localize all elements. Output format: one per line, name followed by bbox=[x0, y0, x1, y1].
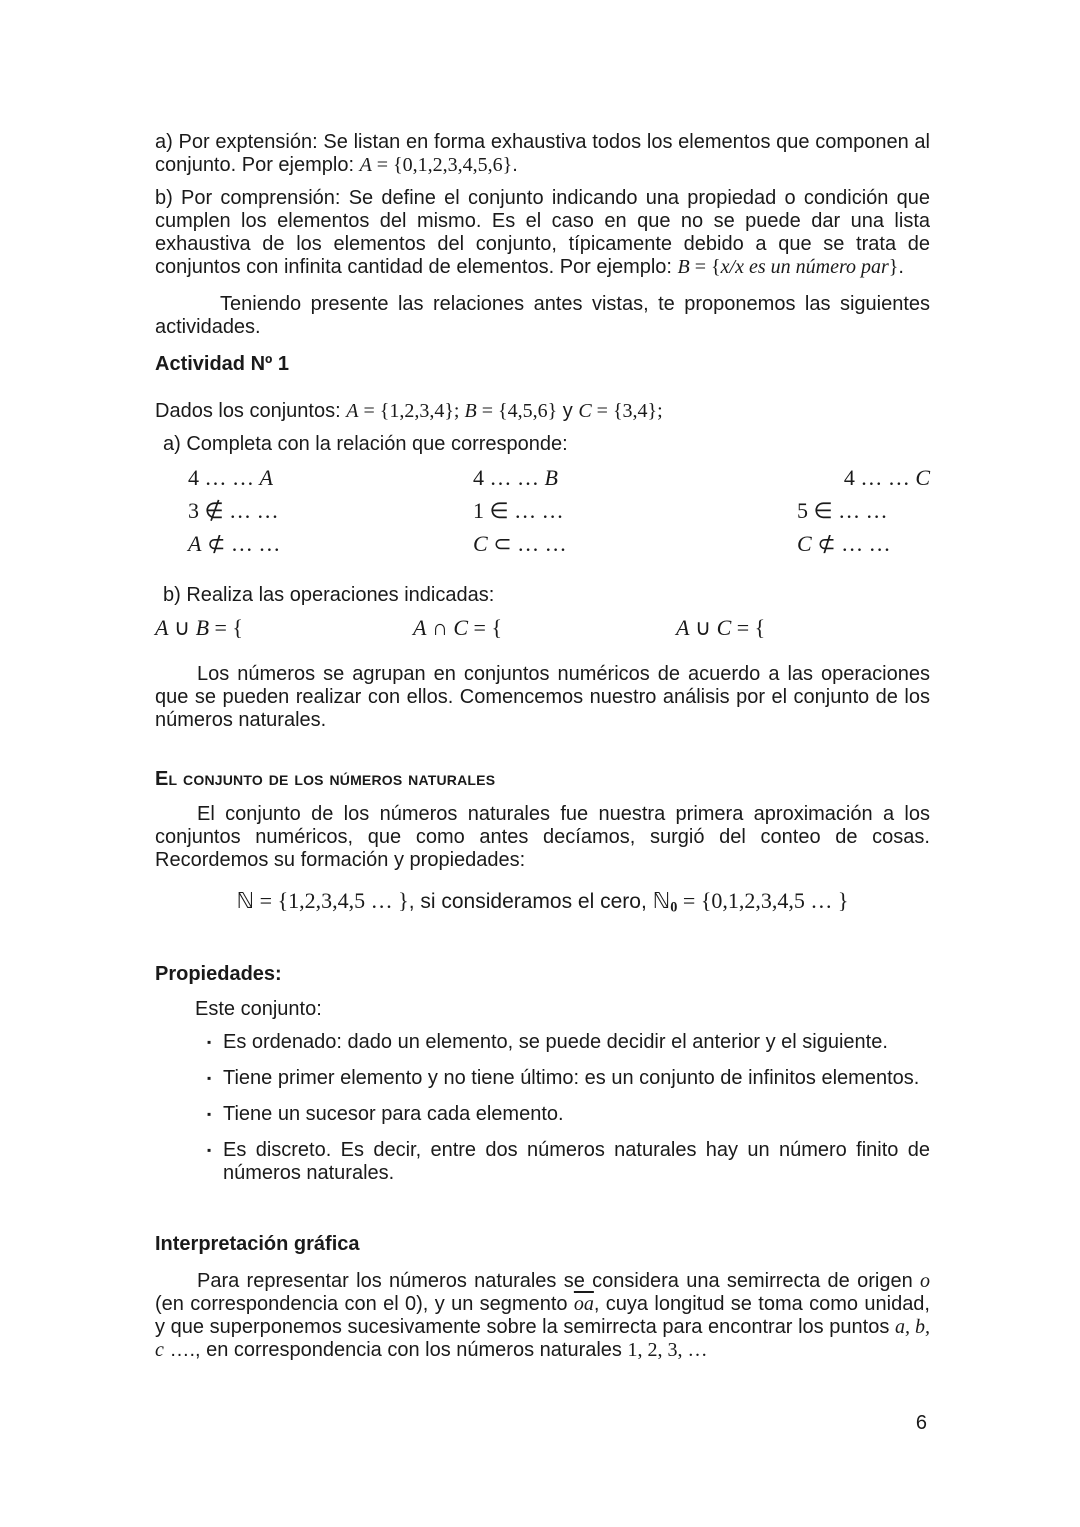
relation-cell: C ⊂ … … bbox=[473, 531, 567, 556]
paragraph-naturales-intro: El conjunto de los números naturales fue nuestra primera aproximación a los conjuntos numéricos, que como antes decíamos, surgió del conteo de cosas. Recordemos su formación y propiedades: bbox=[155, 803, 930, 871]
bullet-square-icon: ▪ bbox=[207, 1106, 212, 1121]
bullet-square-icon: ▪ bbox=[207, 1034, 212, 1049]
naturals-formula: ℕ = {1,2,3,4,5 … }, si consideramos el cero, ℕ0 = {0,1,2,3,4,5 … } bbox=[236, 888, 849, 916]
relation-cell: 5 ∈ … … bbox=[797, 498, 888, 523]
properties-list bbox=[155, 1031, 930, 1185]
interpretacion-heading: Interpretación gráfica bbox=[155, 1232, 360, 1255]
paragraph-comprehension: b) Por comprensión: Se define el conjunto indicando una propiedad o condición que cumplen los elementos del mismo. Es el caso en que no se puede dar una lista exhaustiva de los elementos del conjunto, típicamente debido a que se trata de conjuntos con infinita cantidad de elementos. Por ejemplo: B = {x/x es un número par}. bbox=[155, 187, 930, 278]
property-text: Es discreto. Es decir, entre dos números naturales hay un número finito de números naturales. bbox=[223, 1138, 930, 1184]
property-item bbox=[155, 1103, 930, 1126]
relation-cell: 4 … … C bbox=[843, 465, 930, 490]
item-b-label: b) Realiza las operaciones indicadas: bbox=[163, 584, 495, 606]
section-heading-naturales: El conjunto de los números naturales bbox=[155, 768, 496, 790]
operation-union-ab: A ∪ B = { bbox=[155, 615, 243, 640]
relations-grid bbox=[155, 466, 930, 556]
property-text: Tiene un sucesor para cada elemento. bbox=[223, 1102, 564, 1125]
operation-union-ac: A ∪ C = { bbox=[676, 615, 766, 640]
relation-cell: A ⊄ … … bbox=[188, 531, 281, 556]
paragraph-extension: a) Por exptensión: Se listan en forma exhaustiva todos los elementos que componen al conjunto. Por ejemplo: A = {0,1,2,3,4,5,6}. bbox=[155, 131, 930, 176]
property-item bbox=[155, 1031, 930, 1054]
paragraph-intro-activities: Teniendo presente las relaciones antes vistas, te proponemos las siguientes actividades. bbox=[155, 293, 930, 338]
relation-cell: C ⊄ … … bbox=[797, 531, 891, 556]
este-conjunto-label: Este conjunto: bbox=[195, 997, 322, 1020]
sets-definition: Dados los conjuntos: A = {1,2,3,4}; B = {4,5,6} y C = {3,4}; bbox=[155, 400, 663, 422]
property-text: Es ordenado: dado un elemento, se puede decidir el anterior y el siguiente. bbox=[223, 1030, 888, 1053]
bullet-square-icon: ▪ bbox=[207, 1070, 212, 1085]
property-item bbox=[155, 1139, 930, 1185]
paragraph-interpretacion: Para representar los números naturales se considera una semirrecta de origen o (en correspondencia con el 0), y un segmento $\overline{oa}$, cuya longitud se toma como unidad, y que superponemos sucesivamente sobre la semirrecta para encontrar los puntos a, b, c …., en correspondencia con los números naturales 1, 2, 3, … bbox=[155, 1269, 930, 1361]
page-number: 6 bbox=[915, 1412, 927, 1434]
property-text: Tiene primer elemento y no tiene último: es un conjunto de infinitos elementos. bbox=[223, 1066, 920, 1089]
relation-cell: 4 … … B bbox=[473, 465, 558, 490]
relation-cell: 3 ∉ … … bbox=[188, 498, 279, 523]
property-item bbox=[155, 1067, 930, 1090]
operation-intersection-ac: A ∩ C = { bbox=[413, 615, 502, 640]
propiedades-heading: Propiedades: bbox=[155, 962, 282, 985]
paragraph-numbers-grouping: Los números se agrupan en conjuntos numéricos de acuerdo a las operaciones que se pueden realizar con ellos. Comencemos nuestro análisis por el conjunto de los números naturales. bbox=[155, 663, 930, 731]
operations-row bbox=[155, 615, 930, 641]
item-a-label: a) Completa con la relación que corresponde: bbox=[163, 433, 568, 455]
activity-title: Actividad Nº 1 bbox=[155, 353, 290, 375]
bullet-square-icon: ▪ bbox=[207, 1142, 212, 1157]
relation-cell: 4 … … A bbox=[188, 465, 273, 490]
relation-cell: 1 ∈ … … bbox=[473, 498, 564, 523]
